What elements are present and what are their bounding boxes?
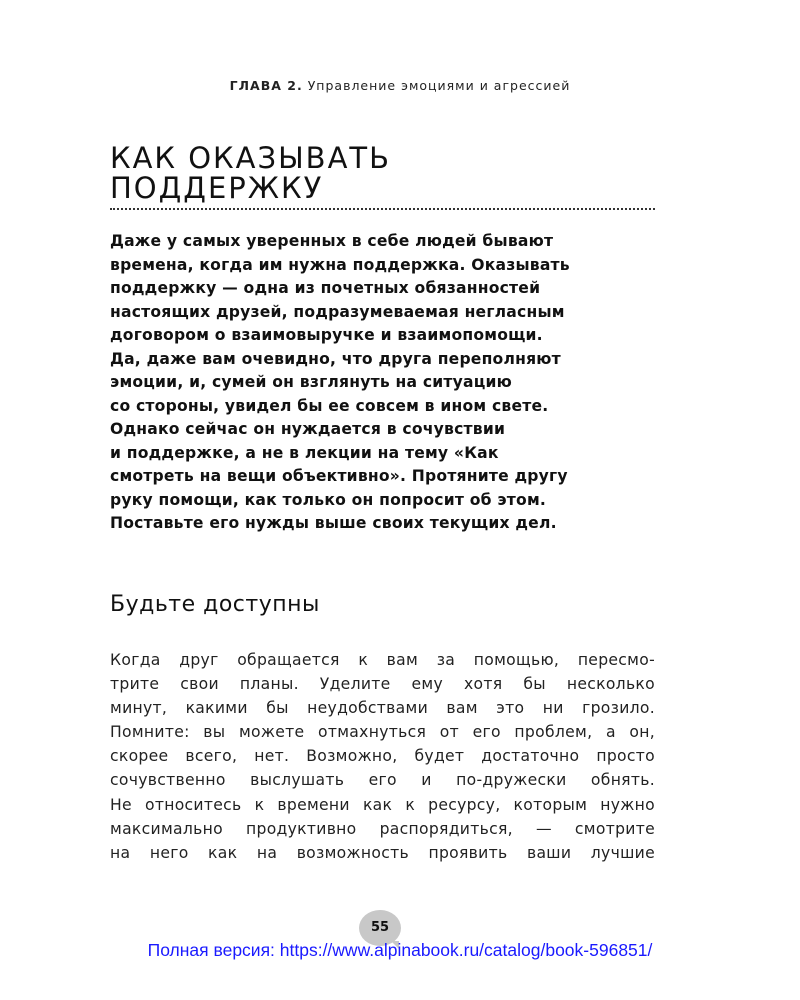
- text-line: и поддержке, а не в лекции на тему «Как: [110, 443, 499, 462]
- text-line: Помните: вы можете отмахнуться от его проблем, а он,: [110, 723, 655, 742]
- text-line: сочувственно выслушать его и по-дружески обнять.: [110, 771, 655, 790]
- text-line: скорее всего, нет. Возможно, будет достаточно просто: [110, 747, 655, 766]
- text-line: настоящих друзей, подразумеваемая негласным: [110, 302, 565, 321]
- text-line: Поставьте его нужды выше своих текущих дел.: [110, 514, 557, 532]
- subheading: Будьте доступны: [110, 592, 320, 617]
- lead-paragraph: [110, 230, 570, 536]
- text-line: Однако сейчас он нуждается в сочувствии: [110, 420, 506, 438]
- full-version-link[interactable]: Полная версия: https://www.alpinabook.ru/catalog/book-596851/: [147, 940, 653, 960]
- chapter-label: ГЛАВА 2.: [229, 78, 303, 93]
- text-line: руку помощи, как только он попросит об этом.: [110, 490, 547, 509]
- text-line: максимально продуктивно распорядиться, — смотрите: [110, 819, 655, 838]
- text-line: эмоции, и, сумей он взглянуть на ситуацию: [110, 373, 512, 391]
- body-paragraph: [110, 648, 655, 865]
- section-title-line: ПОДДЕРЖКУ: [110, 171, 324, 205]
- text-line: договором о взаимовыручке и взаимопомощи.: [110, 326, 543, 344]
- chapter-title: Управление эмоциями и агрессией: [307, 78, 571, 93]
- text-line: Не относитесь к времени как к ресурсу, которым нужно: [110, 795, 655, 814]
- running-head: [0, 78, 800, 93]
- text-line: минут, какими бы неудобствами вам это ни грозило.: [110, 699, 655, 718]
- page-number: 55: [359, 910, 401, 946]
- text-line: поддержку — одна из почетных обязанностей: [110, 279, 541, 297]
- text-line: Да, даже вам очевидно, что друга переполняют: [110, 349, 561, 368]
- text-line: Даже у самых уверенных в себе людей бывают: [110, 232, 554, 250]
- text-line: трите свои планы. Уделите ему хотя бы несколько: [110, 675, 655, 694]
- section-title-line: КАК ОКАЗЫВАТЬ: [110, 141, 392, 175]
- section-title: [110, 143, 391, 203]
- text-line: со стороны, увидел бы ее совсем в ином свете.: [110, 396, 549, 415]
- text-line: Когда друг обращается к вам за помощью, пересмо-: [110, 651, 655, 669]
- text-line: на него как на возможность проявить ваши лучшие: [110, 843, 655, 862]
- text-line: времена, когда им нужна поддержка. Оказывать: [110, 255, 570, 274]
- dotted-divider: [110, 208, 655, 210]
- text-line: смотреть на вещи объективно». Протяните другу: [110, 467, 568, 485]
